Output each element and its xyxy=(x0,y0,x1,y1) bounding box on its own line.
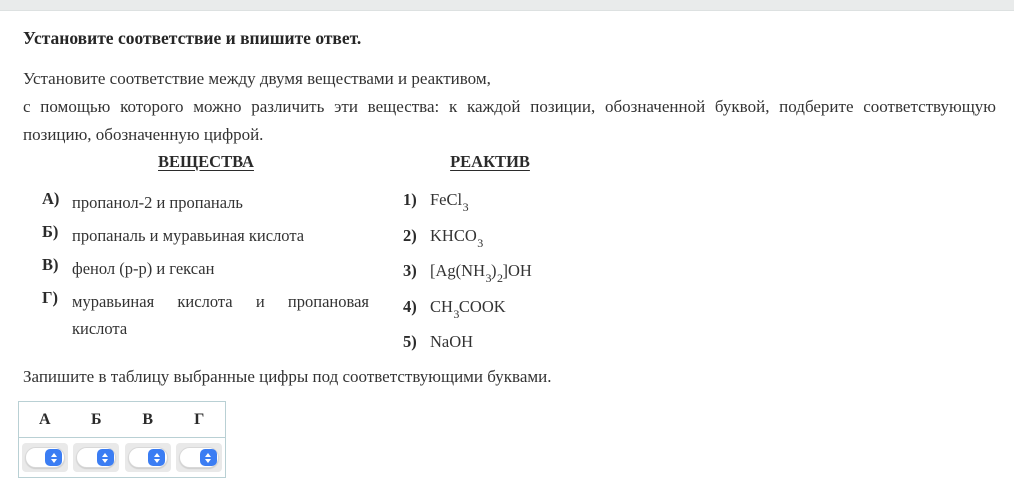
substances-column-header: ВЕЩЕСТВА xyxy=(158,152,254,171)
substance-text: кислота xyxy=(72,319,128,338)
reagent-item-2 xyxy=(0,226,484,252)
reagent-formula: $KHCO_3$ xyxy=(430,226,484,251)
reagent-number: 5) xyxy=(403,332,417,351)
reagent-number: 4) xyxy=(403,297,417,316)
answer-table-header-row xyxy=(19,402,225,438)
substance-text: фенол (р-р) и гексан xyxy=(72,259,215,278)
reagent-number: 2) xyxy=(403,226,417,245)
answer-select-a[interactable] xyxy=(22,443,68,472)
substance-text: пропанол-2 и пропаналь xyxy=(72,193,243,212)
substance-letter: А) xyxy=(42,189,60,208)
select-pill xyxy=(179,447,219,468)
answer-select-b[interactable] xyxy=(73,443,119,472)
instruction-line: Установите соответствие между двумя веществами и реактивом, xyxy=(23,69,491,88)
reagents-column-header: РЕАКТИВ xyxy=(450,152,530,171)
answer-select-v[interactable] xyxy=(125,443,171,472)
reagent-formula: NaOH xyxy=(430,332,474,351)
answer-note: Запишите в таблицу выбранные цифры под соответствующими буквами. xyxy=(23,367,552,386)
reagent-number: 1) xyxy=(403,190,417,209)
select-pill xyxy=(128,447,168,468)
answer-cell-v xyxy=(122,438,174,477)
reagent-number: 3) xyxy=(403,261,417,280)
reagent-item-3 xyxy=(0,261,532,287)
top-gray-bar xyxy=(0,0,1014,11)
reagent-item-1 xyxy=(0,190,469,216)
substance-letter: Г) xyxy=(42,288,58,307)
reagent-item-4 xyxy=(0,297,506,323)
answer-cell-a xyxy=(19,438,71,477)
stepper-icon xyxy=(97,449,114,466)
stepper-icon xyxy=(200,449,217,466)
reagent-formula: FeCl$_3$ xyxy=(430,190,469,215)
instruction-line: с помощью которого можно различить эти вещества: к каждой позиции, обозначенной буквой, подберите соответствующую xyxy=(23,97,996,116)
substance-letter: В) xyxy=(42,255,59,274)
answer-col-header-v: В xyxy=(142,410,154,428)
select-pill xyxy=(25,447,65,468)
stepper-icon xyxy=(148,449,165,466)
substance-text: пропаналь и муравьиная кислота xyxy=(72,226,305,245)
select-pill xyxy=(76,447,116,468)
substance-text: муравьиная кислота и пропановая xyxy=(72,292,369,311)
answer-cell-b xyxy=(71,438,123,477)
answer-select-g[interactable] xyxy=(176,443,222,472)
page-title: Установите соответствие и впишите ответ. xyxy=(23,28,362,48)
stepper-icon xyxy=(45,449,62,466)
instruction-line: позицию, обозначенную цифрой. xyxy=(23,125,264,144)
answer-cell-g xyxy=(174,438,226,477)
answer-col-header-b: Б xyxy=(90,410,102,428)
task-instructions xyxy=(23,65,996,149)
reagent-formula: $CH_3COOK$ xyxy=(430,297,506,322)
substance-letter: Б) xyxy=(42,222,59,241)
answer-table-input-row xyxy=(19,438,225,477)
reagent-item-5 xyxy=(0,332,474,358)
reagent-formula: $[Ag(NH_3)_2]OH$ xyxy=(430,261,532,286)
answer-table xyxy=(18,401,226,478)
answer-col-header-a: А xyxy=(38,410,51,428)
answer-col-header-g: Г xyxy=(194,410,205,428)
